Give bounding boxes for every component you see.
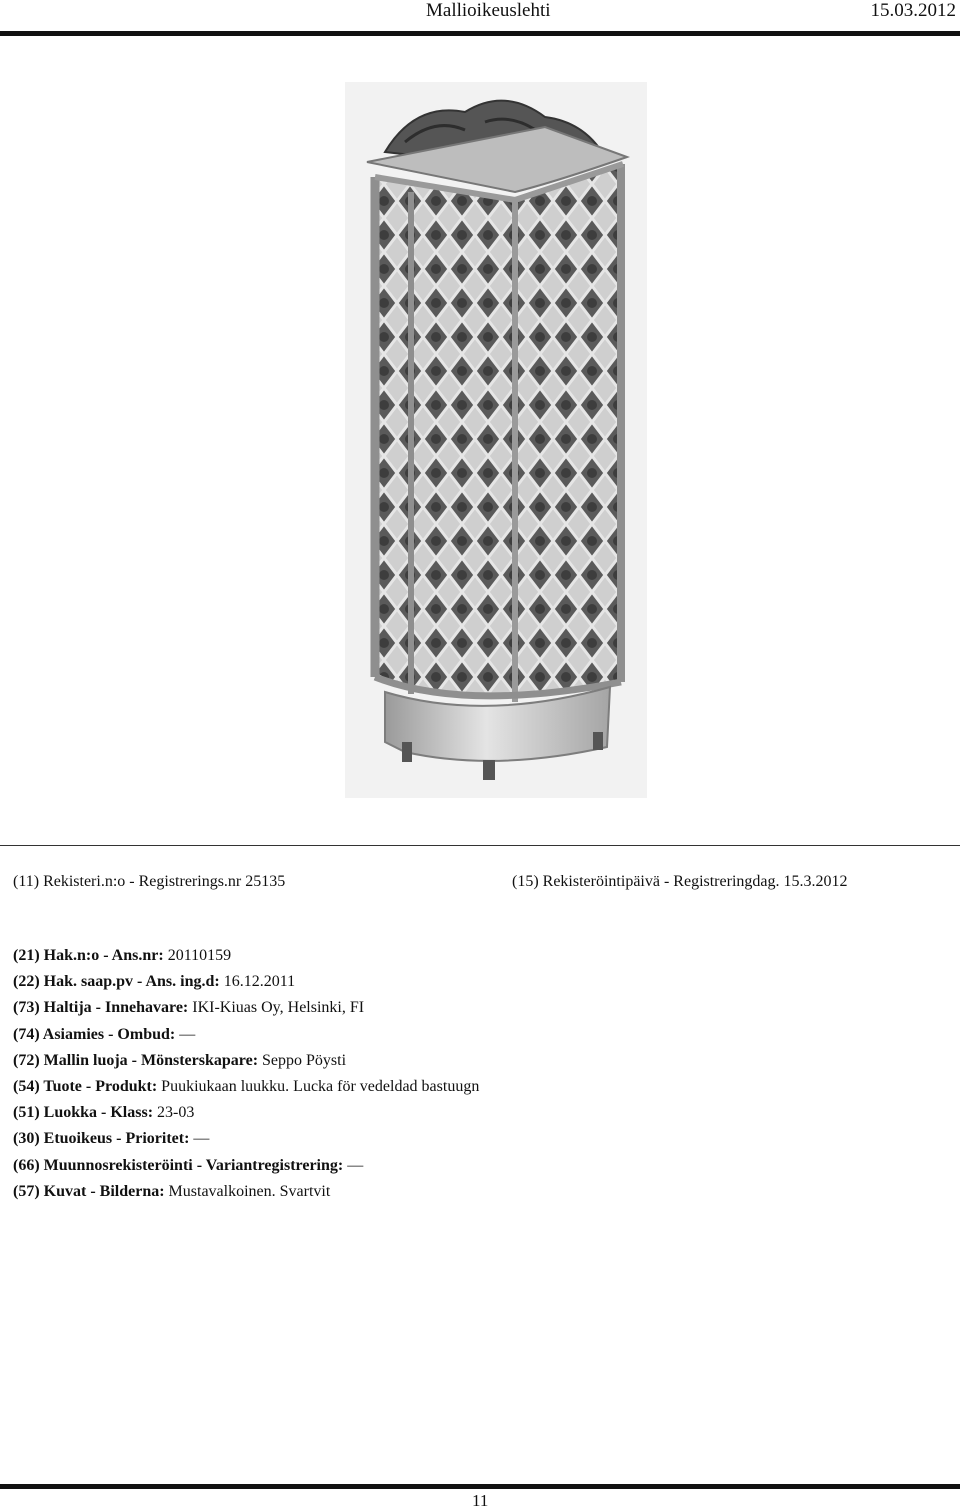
field-filing-date: (22) Hak. saap.pv - Ans. ing.d: 16.12.2011	[13, 973, 296, 991]
field-holder: (73) Haltija - Innehavare: IKI-Kiuas Oy, Helsinki, FI	[13, 999, 365, 1017]
section-divider	[0, 845, 960, 846]
field-product: (54) Tuote - Produkt: Puukiukaan luukku. Lucka för vedeldad bastuugn	[13, 1077, 480, 1095]
sauna-heater-illustration-icon	[345, 82, 647, 798]
field-images: (57) Kuvat - Bilderna: Mustavalkoinen. Svartvit	[13, 1182, 331, 1200]
field-priority: (30) Etuoikeus - Prioritet: —	[13, 1130, 210, 1148]
header-rule	[0, 31, 960, 36]
footer-rule	[0, 1484, 960, 1489]
field-agent: (74) Asiamies - Ombud: —	[13, 1025, 196, 1043]
issue-date: 15.03.2012	[870, 0, 956, 21]
field-application-number: (21) Hak.n:o - Ans.nr: 20110159	[13, 947, 232, 964]
registration-number: (11) Rekisteri.n:o - Registrerings.nr 25135	[13, 873, 286, 890]
registration-date: (15) Rekisteröintipäivä - Registreringdag. 15.3.2012	[512, 873, 848, 890]
field-designer: (72) Mallin luoja - Mönsterskapare: Seppo Pöysti	[13, 1051, 347, 1069]
journal-title: Mallioikeuslehti	[426, 0, 551, 21]
field-variant-registration: (66) Muunnosrekisteröinti - Variantregistrering: —	[13, 1156, 364, 1174]
sauna-heater-figure	[345, 82, 647, 798]
field-class: (51) Luokka - Klass: 23-03	[13, 1104, 195, 1122]
design-fields	[13, 946, 479, 1208]
page-number: 11	[472, 1491, 489, 1510]
